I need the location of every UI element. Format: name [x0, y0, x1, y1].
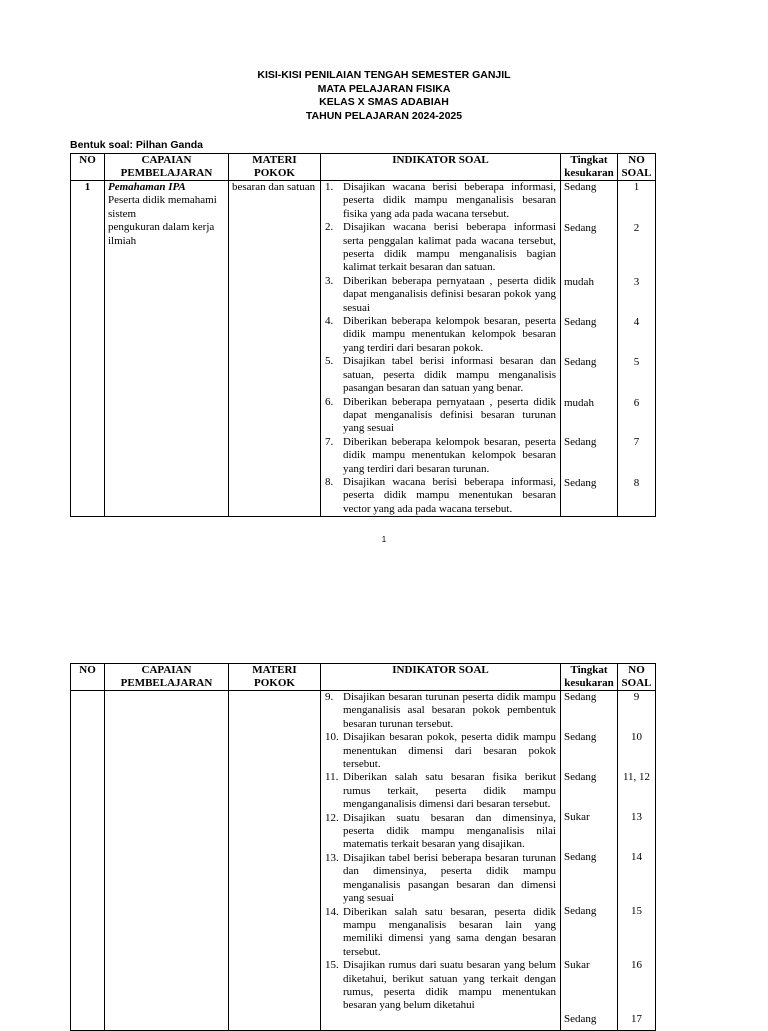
question-number: 15 — [631, 905, 642, 917]
tingkat-cell — [561, 691, 618, 1031]
document-header — [0, 69, 768, 123]
difficulty-label: mudah — [564, 276, 594, 288]
materi-cell: besaran dan satuan — [229, 181, 321, 517]
question-number: 5 — [633, 356, 640, 368]
table-header-row — [71, 664, 656, 691]
col-tingkat: Tingkat kesukaran — [561, 154, 618, 181]
col-indikator: INDIKATOR SOAL — [321, 664, 561, 691]
question-number: 13 — [631, 811, 642, 823]
col-capaian: CAPAIAN PEMBELAJARAN — [105, 664, 229, 691]
list-item: 13. Disajikan tabel berisi beberapa besaran turunan dan dimensinya, peserta didik mampu menganalisis pasangan besaran dan dimensi yang sesuai — [325, 851, 556, 905]
header-title: KISI-KISI PENILAIAN TENGAH SEMESTER GANJIL — [257, 69, 511, 81]
list-item: 9. Disajikan besaran turunan peserta didik mampu menganalisis asal besaran pokok pembentuk besaran turunan tersebut. — [325, 691, 556, 730]
difficulty-label: Sedang — [564, 851, 597, 863]
capaian-cell — [105, 181, 229, 517]
difficulty-label: Sukar — [564, 959, 590, 971]
difficulty-label: Sedang — [564, 731, 597, 743]
tingkat-cell — [561, 181, 618, 517]
question-number: 6 — [633, 397, 640, 409]
difficulty-label: mudah — [564, 397, 594, 409]
difficulty-label: Sedang — [564, 1013, 597, 1025]
header-subject: MATA PELAJARAN FISIKA — [317, 82, 451, 95]
difficulty-label: Sedang — [564, 181, 597, 193]
indikator-cell — [321, 691, 561, 1031]
capaian-desc-2: pengukuran dalam kerja ilmiah — [108, 221, 215, 247]
grid-table-page-2 — [70, 663, 656, 1031]
question-number: 3 — [633, 276, 640, 288]
question-number: 2 — [633, 222, 640, 234]
col-indikator: INDIKATOR SOAL — [321, 154, 561, 181]
indikator-cell — [321, 181, 561, 517]
page-number: 1 — [381, 535, 387, 544]
table-header-row — [71, 154, 656, 181]
difficulty-label: Sedang — [564, 771, 597, 783]
question-number: 10 — [631, 731, 642, 743]
col-materi: MATERI POKOK — [229, 154, 321, 181]
materi-cell — [229, 691, 321, 1031]
table-row — [71, 691, 656, 1031]
list-item: 14. Diberikan salah satu besaran, peserta didik mampu menganalisis besaran lain yang memiliki dimensi yang sama dengan besaran tersebut. — [325, 905, 556, 958]
question-number: 17 — [631, 1013, 642, 1025]
question-number: 11, 12 — [622, 771, 651, 783]
row-number: 1 — [71, 181, 105, 517]
col-no: NO — [71, 664, 105, 691]
col-no: NO — [71, 154, 105, 181]
col-capaian: CAPAIAN PEMBELAJARAN — [105, 154, 229, 181]
list-item: 5. Disajikan tabel berisi informasi besaran dan satuan, peserta didik mampu menganalisis pasangan besaran dan satuan yang benar. — [325, 355, 556, 395]
col-no-soal: NO SOAL — [618, 154, 656, 181]
list-item: 7. Diberikan beberapa kelompok besaran, peserta didik mampu menentukan kelompok besaran yang terdiri dari besaran turunan. — [325, 435, 556, 475]
row-number — [71, 691, 105, 1031]
question-number: 14 — [631, 851, 642, 863]
grid-table-page-1 — [70, 153, 656, 517]
col-materi: MATERI POKOK — [229, 664, 321, 691]
list-item: 12. Disajikan suatu besaran dan dimensinya, peserta didik mampu menganalisis nilai matematis terkait besaran yang disajikan. — [325, 811, 556, 851]
list-item: 2. Disajikan wacana berisi beberapa informasi serta penggalan kalimat pada wacana tersebut, peserta didik mampu menganalisis bagian kalimat terkait besaran dan satuan. — [325, 221, 556, 274]
question-number: 4 — [633, 316, 640, 328]
difficulty-label: Sedang — [564, 356, 597, 368]
difficulty-label: Sedang — [564, 316, 597, 328]
capaian-title: Pemahaman IPA — [108, 181, 186, 193]
col-no-soal: NO SOAL — [618, 664, 656, 691]
capaian-cell — [105, 691, 229, 1031]
col-tingkat: Tingkat kesukaran — [561, 664, 618, 691]
list-item: 4. Diberikan beberapa kelompok besaran, peserta didik mampu menentukan kelompok besaran yang terdiri dari besaran pokok. — [325, 315, 556, 354]
question-number: 8 — [633, 477, 640, 489]
question-number: 9 — [633, 691, 640, 703]
no-soal-cell — [618, 181, 656, 517]
question-number: 7 — [633, 436, 640, 448]
list-item: 6. Diberikan beberapa pernyataan , peserta didik dapat menganalisis definisi besaran turunan yang sesuai — [325, 395, 556, 435]
question-number: 16 — [631, 959, 642, 971]
list-item: 1. Disajikan wacana berisi beberapa informasi, peserta didik mampu menganalisis besaran fisika yang ada pada wacana tersebut. — [325, 181, 556, 220]
difficulty-label: Sukar — [564, 811, 590, 823]
difficulty-label: Sedang — [564, 691, 597, 703]
difficulty-label: Sedang — [564, 222, 597, 234]
list-item: 11. Diberikan salah satu besaran fisika berikut rumus terkait, peserta didik mampu menganganalisis dimensi dari besaran tersebut. — [325, 771, 556, 811]
table-row — [71, 181, 656, 517]
list-item: 8. Disajikan wacana berisi beberapa informasi, peserta didik mampu menentukan besaran vector yang ada pada wacana tersebut. — [325, 475, 556, 515]
no-soal-cell — [618, 691, 656, 1031]
header-year: TAHUN PELAJARAN 2024-2025 — [305, 109, 463, 122]
header-class: KELAS X SMAS ADABIAH — [319, 96, 449, 108]
question-form-label: Bentuk soal: Pilhan Ganda — [70, 139, 204, 151]
difficulty-label: Sedang — [564, 436, 597, 448]
question-number: 1 — [633, 181, 640, 193]
difficulty-label: Sedang — [564, 477, 597, 489]
capaian-desc-1: Peserta didik memahami sistem — [108, 194, 217, 220]
difficulty-label: Sedang — [564, 905, 597, 917]
list-item: 3. Diberikan beberapa pernyataan , peserta didik dapat menganalisis definisi besaran pokok yang sesuai — [325, 274, 556, 314]
list-item: 15. Disajikan rumus dari suatu besaran yang belum diketahui, berikut satuan yang terkait dengan rumus, peserta didik mampu menentukan besaran yang belum diketahui — [325, 959, 556, 1012]
list-item: 10. Disajikan besaran pokok, peserta didik mampu menentukan dimensi dari besaran pokok tersebut. — [325, 731, 556, 771]
